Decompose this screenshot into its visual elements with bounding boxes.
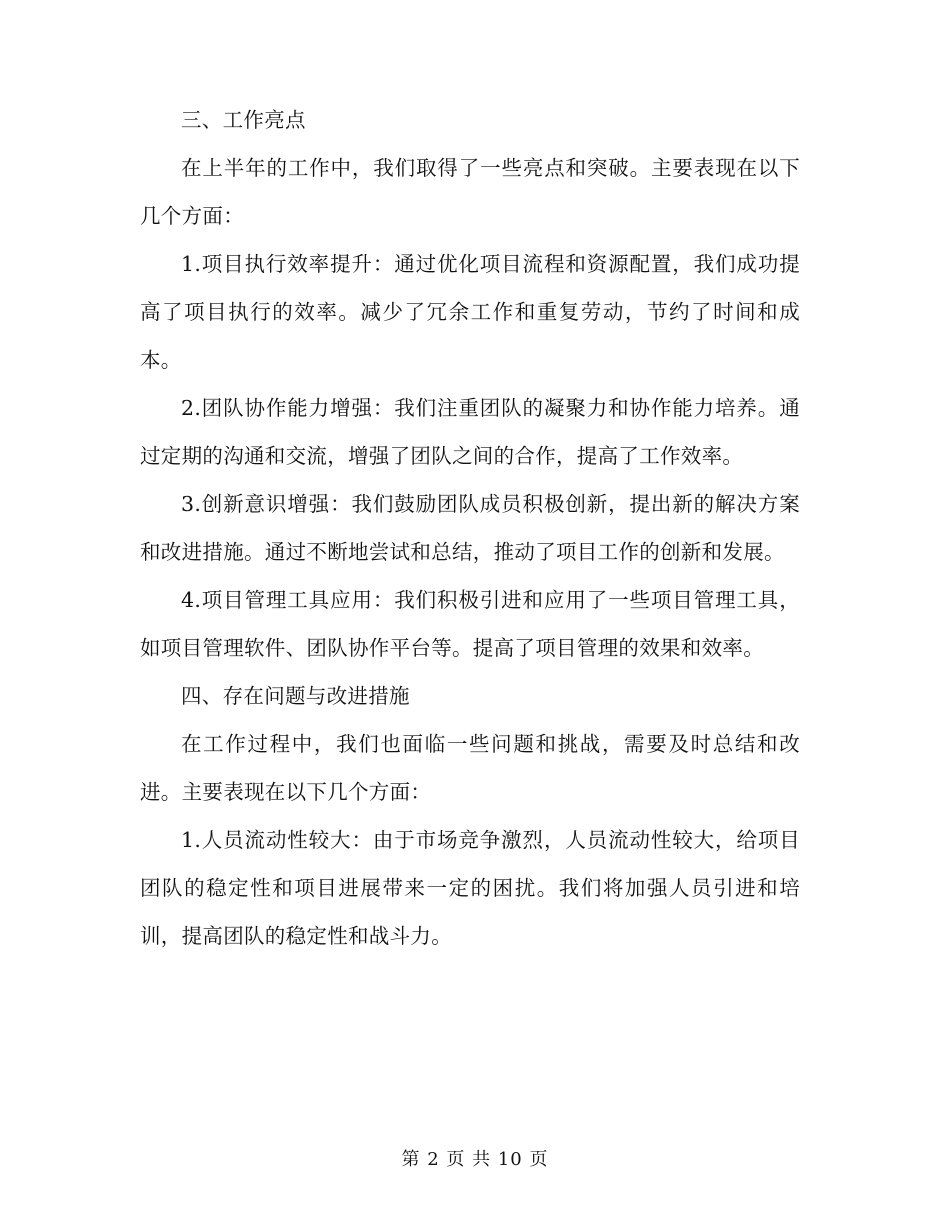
paragraph-innovation: 3.创新意识增强：我们鼓励团队成员积极创新，提出新的解决方案和改进措施。通过不断地尝试和总结，推动了项目工作的创新和发展。 <box>140 492 800 564</box>
paragraph-staff-turnover: 1.人员流动性较大：由于市场竞争激烈，人员流动性较大，给项目团队的稳定性和项目进展带来一定的困扰。我们将加强人员引进和培训，提高团队的稳定性和战斗力。 <box>140 828 800 948</box>
section-heading-problems: 四、存在问题与改进措施 <box>181 684 410 708</box>
paragraph-efficiency: 1.项目执行效率提升：通过优化项目流程和资源配置，我们成功提高了项目执行的效率。减少了冗余工作和重复劳动，节约了时间和成本。 <box>140 252 800 372</box>
paragraph-problems-intro: 在工作过程中，我们也面临一些问题和挑战，需要及时总结和改进。主要表现在以下几个方面： <box>140 732 800 804</box>
document-body <box>140 96 800 960</box>
page-footer: 第 2 页 共 10 页 <box>401 1149 549 1170</box>
paragraph-teamwork: 2.团队协作能力增强：我们注重团队的凝聚力和协作能力培养。通过定期的沟通和交流，增强了团队之间的合作，提高了工作效率。 <box>140 396 800 468</box>
paragraph-highlights-intro: 在上半年的工作中，我们取得了一些亮点和突破。主要表现在以下几个方面： <box>140 156 800 228</box>
section-heading-highlights: 三、工作亮点 <box>181 108 306 132</box>
paragraph-tools: 4.项目管理工具应用：我们积极引进和应用了一些项目管理工具，如项目管理软件、团队协作平台等。提高了项目管理的效果和效率。 <box>140 588 800 660</box>
